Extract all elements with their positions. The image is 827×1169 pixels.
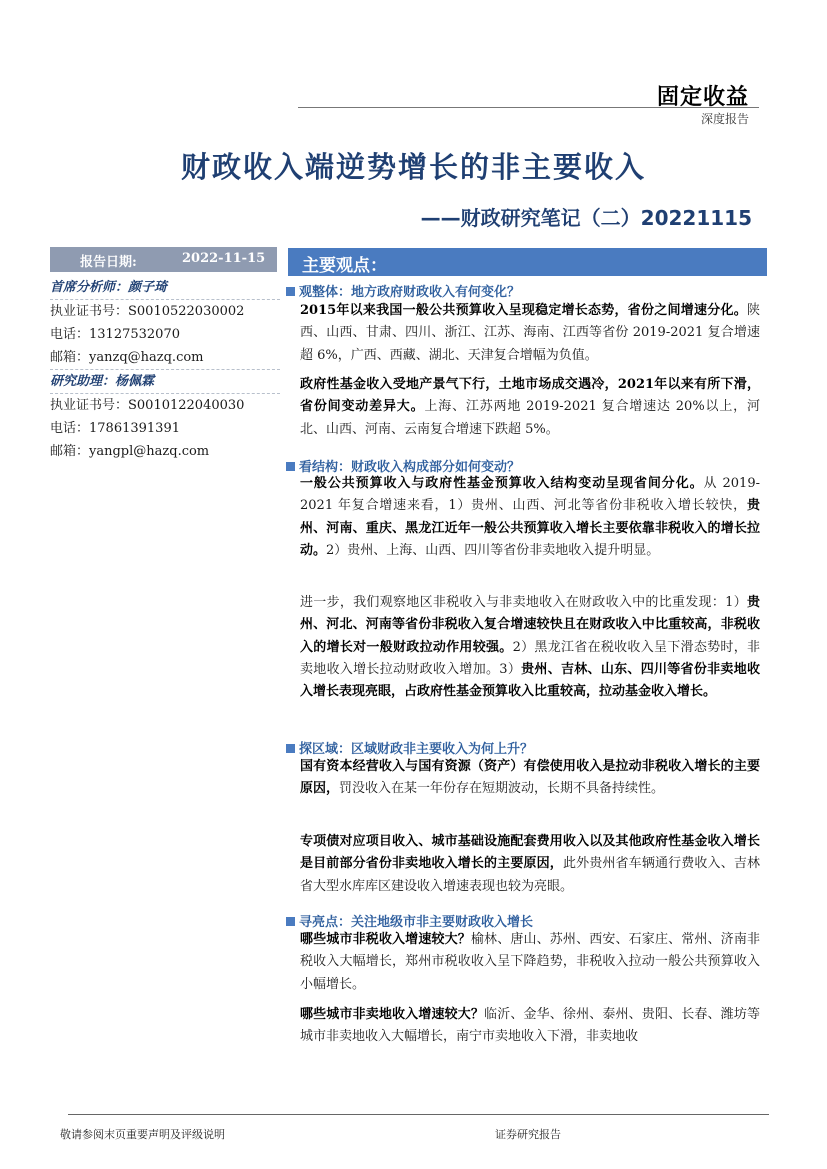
bold-text-run: 政府性基金收入受地产景气下行，土地市场成交遇冷，2021年以来有所下滑，省份间变动差异大。 [300,377,760,415]
bold-text-run: 贵州、吉林、山东、四川等省份非卖地收入增长表现亮眼，占政府性基金预算收入比重较高，拉动基金收入增长。 [300,661,760,700]
key-points-title: 主要观点： [302,256,387,276]
text-run: 上海、江苏两地 2019-2021 复合增速达 20%以上，河北、山西、河南、云南复合增速下跌超 5%。 [300,399,760,437]
assistant-role: 研究助理：杨佩霖 [50,374,155,389]
section-paragraph [300,473,760,562]
bold-text-run: 国有资本经营收入与国有资源（资产）有偿使用收入是拉动非税收入增长的主要原因， [300,759,760,797]
section-heading: 看结构：财政收入构成部分如何变动？ [286,456,520,475]
section-heading: 观整体：地方政府财政收入有何变化？ [286,281,520,300]
section-paragraph [300,831,760,898]
bold-text-run: 2015年以来我国一般公共预算收入呈现稳定增长态势，省份之间增速分化。 [300,303,747,318]
text-run: 罚没收入在某一年份存在短期波动，长期不具备持续性。 [339,781,665,797]
report-subtitle: ——财政研究笔记（二）20221115 [420,206,752,230]
section-heading: 寻亮点：关注地级市非主要财政收入增长 [286,911,533,930]
square-bullet-icon [286,917,295,926]
key-points-header [288,248,767,276]
assistant-phone: 电话：17861391391 [50,421,180,436]
section-paragraph [300,1004,760,1049]
footer-divider [68,1114,769,1115]
date-label: 报告日期: [80,255,137,270]
date-value: 2022-11-15 [182,251,266,266]
text-run: 2）贵州、上海、山西、四川等省份非卖地收入提升明显。 [326,542,660,558]
analyst-phone: 电话：13127532070 [50,327,180,342]
section-heading: 探区域：区域财政非主要收入为何上升？ [286,738,533,757]
analyst-license: 执业证书号：S0010522030002 [50,304,245,319]
section-paragraph [300,374,760,441]
bold-text-run: 贵州、河南、重庆、黑龙江近年一般公共预算收入增长主要依靠非税收入的增长拉动。 [300,498,760,558]
bold-text-run: 专项债对应项目收入、城市基础设施配套费用收入以及其他政府性基金收入增长是目前部分省份非卖地收入增长的主要原因， [300,834,760,872]
text-run: 进一步，我们观察地区非税收入与非卖地收入在财政收入中的比重发现：1） [300,595,747,610]
report-title: 财政收入端逆势增长的非主要收入 [180,150,646,184]
footer-disclaimer[interactable]: 敬请参阅末页重要声明及评级说明 [60,1128,225,1141]
report-date-box [50,247,277,272]
report-category: 固定收益 [656,85,749,110]
bold-text-run: 哪些城市非卖地收入增速较大？ [300,1007,485,1022]
header-divider [298,107,759,108]
text-run: 从 2019-2021 年复合增速来看，1）贵州、山西、河北等省份非税收入增长较快， [300,476,760,514]
report-type: 深度报告 [700,112,749,126]
text-run: 临沂、金华、徐州、泰州、贵阳、长春、潍坊等城市非卖地收入大幅增长，南宁市卖地收入下滑，非卖地收 [300,1007,760,1045]
square-bullet-icon [286,287,295,296]
text-run: 陕西、山西、甘肃、四川、浙江、江苏、海南、江西等省份 2019-2021 复合增速超 6%，广西、西藏、湖北、天津复合增幅为负值。 [300,303,760,363]
analyst-email[interactable]: 邮箱：yanzq@hazq.com [50,350,204,365]
analyst-block-1 [50,276,280,463]
section-paragraph [300,929,760,996]
section-paragraph [300,756,760,801]
text-run: 此外贵州省车辆通行费收入、吉林省大型水库库区建设收入增速表现也较为亮眼。 [300,856,760,894]
bold-text-run: 贵州、河北、河南等省份非税收入复合增速较快且在财政收入中比重较高，非税收入的增长对一般财政拉动作用较强。 [300,595,760,655]
text-run: 榆林、唐山、苏州、西安、石家庄、常州、济南非税收入大幅增长，郑州市税收收入呈下降趋势，非税收入拉动一般公共预算收入小幅增长。 [300,932,760,992]
section-paragraph [300,300,760,367]
bold-text-run: 哪些城市非税收入增速较大？ [300,932,471,947]
square-bullet-icon [286,462,295,471]
square-bullet-icon [286,744,295,753]
section-paragraph [300,592,760,703]
analyst-role: 首席分析师：颜子琦 [50,280,168,295]
assistant-email[interactable]: 邮箱：yangpl@hazq.com [50,444,210,459]
text-run: 2）黑龙江省在税收收入呈下滑态势时，非卖地收入增长拉动财政收入增加。3） [300,639,760,677]
footer-label: 证券研究报告 [495,1128,561,1141]
assistant-license: 执业证书号：S0010122040030 [50,398,245,413]
bold-text-run: 一般公共预算收入与政府性基金预算收入结构变动呈现省间分化。 [300,476,704,491]
